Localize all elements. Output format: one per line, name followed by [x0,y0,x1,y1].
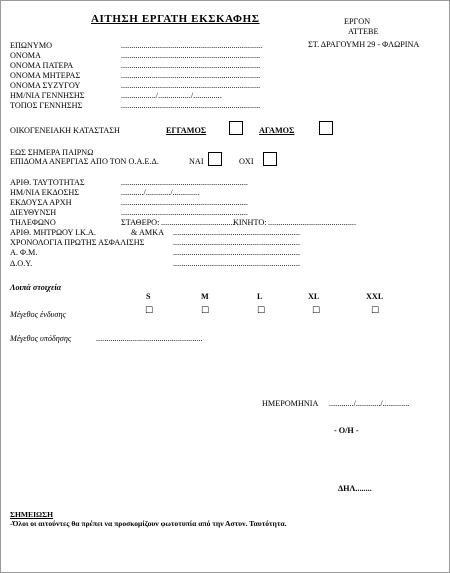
father-name-field[interactable]: .................................................................... [121,61,261,70]
name-field[interactable]: .................................................................... [121,51,261,60]
doy-field[interactable]: .............................................................. [173,259,300,268]
single-checkbox[interactable] [319,121,333,135]
size-xl: XL [308,292,320,301]
form-title: ΑΙΤΗΣΗ ΕΡΓΑΤΗ ΕΚΣΚΑΦΗΣ [91,13,260,25]
size-m: M [201,292,209,301]
insurance-field[interactable]: .............................................................. [173,238,300,247]
size-xxl: XXL [366,292,384,301]
spouse-name-field[interactable]: .................................................................... [121,81,261,90]
size-xxl-checkbox[interactable]: ☐ [371,306,380,316]
amka-label: & ΑΜΚΑ [131,228,164,237]
project-address: ΣΤ. ΔΡΑΓΟΥΜΗ 29 - ΦΛΩΡΙΝΑ [308,40,420,49]
married-option-label: ΕΓΓΑΜΟΣ [166,126,207,135]
clothing-size-label: Μέγεθος ένδυσης [10,310,66,319]
afm-label: Α. Φ.Μ. [10,248,38,257]
id-number-label: ΑΡΙΘ. ΤΑΥΤΟΤΗΤΑΣ [10,178,85,187]
issue-date-label: ΗΜ/ΝΙΑ ΕΚΔΟΣΗΣ [10,188,80,197]
married-checkbox[interactable] [229,121,243,135]
size-s: S [146,292,151,301]
benefit-line1: ΕΩΣ ΣΗΜΕΡΑ ΠΑΙΡΝΩ [10,148,94,157]
declarant-label: ΔΗΛ........ [338,484,372,493]
afm-field[interactable]: .............................................................. [173,248,300,257]
shoe-size-field[interactable]: .................................................... [96,334,203,343]
insurance-label: ΧΡΟΝΟΛΟΓΙΑ ΠΡΩΤΗΣ ΑΣΦΑΛΙΣΗΣ [10,238,145,247]
birthplace-label: ΤΟΠΟΣ ΓΕΝΝΗΣΗΣ [10,101,83,110]
marital-status-label: ΟΙΚΟΓΕΝΕΙΑΚΗ ΚΑΤΑΣΤΑΣΗ [10,126,120,135]
benefit-line2: ΕΠΙΔΟΜΑ ΑΝΕΡΓΙΑΣ ΑΠΟ ΤΟΝ Ο.Α.Ε.Δ. [10,157,159,166]
date-field[interactable]: ............/............/............. [329,399,410,408]
size-xl-checkbox[interactable]: ☐ [312,306,321,316]
single-option-label: ΑΓΑΜΟΣ [259,126,295,135]
address-field[interactable]: .............................................................. [121,208,248,217]
benefit-no-checkbox[interactable] [263,152,277,166]
other-details-heading: Λοιπά στοιχεία [10,283,62,292]
ika-label: ΑΡΙΘ. ΜΗΤΡΩΟΥ Ι.Κ.Α. [10,228,96,237]
id-number-field[interactable]: .............................................................. [121,178,248,187]
spouse-name-label: ΟΝΟΜΑ ΣΥΖΥΓΟΥ [10,81,81,90]
surname-label: ΕΠΩΝΥΜΟ [10,41,53,50]
authority-field[interactable]: .............................................................. [121,198,248,207]
phone-label: ΤΗΛΕΦΩΝΟ [10,218,56,227]
landline-field[interactable]: .................................... [161,218,235,227]
ergon-label: ΕΡΓΟΝ [344,17,371,26]
size-s-checkbox[interactable]: ☐ [145,306,154,316]
size-l: L [257,292,263,301]
birthdate-label: ΗΜ/ΝΙΑ ΓΕΝΝΗΣΗΣ [10,91,85,100]
mother-name-field[interactable]: .................................................................... [121,71,261,80]
birthdate-field[interactable]: ................./................/.............. [121,91,222,100]
note-text: -Όλοι οι αιτούντες θα πρέπει να προσκομίζουν φωτοτυπία από την Αστυν. Ταυτότητα. [10,519,287,528]
mother-name-label: ΟΝΟΜΑ ΜΗΤΕΡΑΣ [10,71,81,80]
father-name-label: ΟΝΟΜΑ ΠΑΤΕΡΑ [10,61,74,70]
note-heading: ΣΗΜΕΙΩΣΗ [10,510,54,519]
size-l-checkbox[interactable]: ☐ [257,306,266,316]
issue-date-field[interactable]: .........../............/............. [121,188,200,197]
ergon-value: ΑΤΤΕΒΕ [348,27,379,36]
name-label: ΟΝΟΜΑ [10,51,41,60]
ika-amka-field[interactable]: .............................................................. [173,228,300,237]
birthplace-field[interactable]: .................................................................... [121,101,261,110]
benefit-yes-checkbox[interactable] [208,152,222,166]
benefit-yes-label: ΝΑΙ [189,157,204,166]
size-m-checkbox[interactable]: ☐ [201,306,210,316]
shoe-size-label: Μέγεθος υπόδησης [10,334,72,343]
applicant-label: - Ο/Η - [334,426,359,435]
benefit-no-label: ΟΧΙ [239,157,254,166]
date-label: ΗΜΕΡΟΜΗΝΙΑ [262,399,319,408]
authority-label: ΕΚΔΟΥΣΑ ΑΡΧΗ [10,198,72,207]
doy-label: Δ.Ο.Υ. [10,259,33,268]
landline-label: ΣΤΑΘΕΡΟ: [121,218,160,227]
surname-field[interactable]: ..................................................................... [121,41,263,50]
mobile-label: ΚΙΝΗΤΟ: [233,218,267,227]
mobile-field[interactable]: ........................................... [268,218,357,227]
address-label: ΔΙΕΥΘΥΝΣΗ [10,208,57,217]
